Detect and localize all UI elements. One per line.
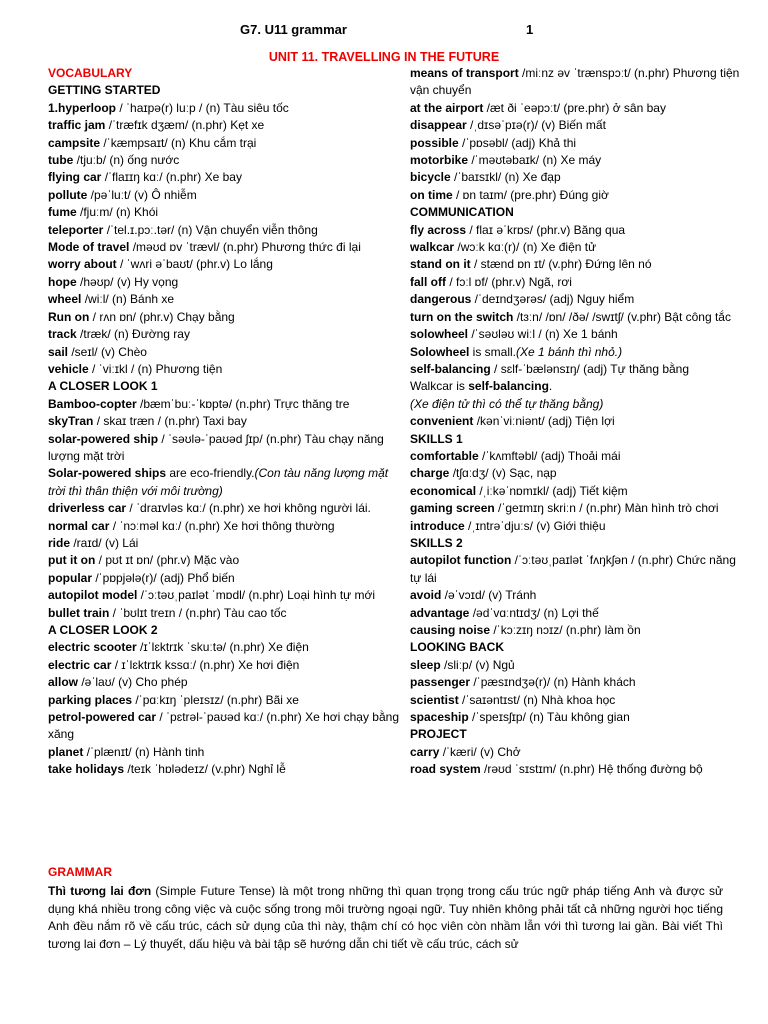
vocab-entry	[48, 552, 400, 569]
vocab-entry	[48, 152, 400, 169]
vocab-term: put it on	[48, 553, 96, 568]
vocab-entry	[48, 518, 400, 535]
vocab-term: passenger	[410, 675, 471, 690]
section-heading: A CLOSER LOOK 2	[48, 623, 158, 637]
vocab-entry	[48, 187, 400, 204]
vocab-term: advantage	[410, 605, 470, 620]
vocab-entry	[48, 117, 400, 134]
vocab-entry	[48, 413, 400, 430]
vocab-definition: /æt ði ˈeəpɔːt/ (pre.phr) ở sân bay	[483, 100, 666, 115]
vocab-entry	[410, 187, 740, 204]
vocab-definition: / ˈdraɪvləs kɑː/ (n.phr) xe hơi không người lái.	[126, 501, 371, 516]
vocab-definition: / skaɪ træn / (n.phr) Taxi bay	[93, 414, 247, 429]
vocabulary-right-column	[410, 65, 740, 779]
example-translation: (Xe điện tử thì có thể tự thăng bằng)	[410, 396, 604, 411]
vocab-definition: /wɔːk kɑː(r)/ (n) Xe điện tử	[454, 240, 597, 255]
vocab-definition: / ˈviːɪkl / (n) Phương tiện	[88, 361, 223, 376]
vocab-term: causing noise	[410, 623, 491, 637]
vocab-definition: / ˈsəʊlə-ˈpaʊəd ʃɪp/ (n.phr) Tàu chạy năng lượng mặt trời	[48, 431, 384, 463]
vocab-term: take holidays	[48, 762, 125, 777]
vocab-term: means of transport	[410, 66, 519, 80]
vocab-entry	[48, 274, 400, 291]
vocab-term: hope	[48, 274, 77, 289]
vocab-term: flying car	[48, 170, 102, 185]
vocab-term: introduce	[410, 518, 465, 533]
vocab-definition: /sliːp/ (v) Ngủ	[440, 657, 515, 672]
vocab-definition: /ˈtræfɪk dʒæm/ (n.phr) Kẹt xe	[105, 118, 265, 133]
vocab-definition: / ˈbʊlɪt treɪn / (n.phr) Tàu cao tốc	[109, 605, 287, 620]
grammar-term: Thì tương lai đơn	[48, 884, 152, 899]
example-sentence	[48, 465, 400, 500]
vocab-entry	[48, 361, 400, 378]
section-heading: SKILLS 1	[410, 431, 463, 446]
vocab-definition: /ˈsəʊləʊ wiːl / (n) Xe 1 bánh	[468, 327, 618, 342]
vocab-entry	[48, 535, 400, 552]
vocab-entry	[48, 222, 400, 239]
vocab-definition: /teɪk ˈhɒlədeɪz/ (v.phr) Nghỉ lễ	[124, 762, 286, 777]
vocab-entry	[410, 465, 740, 482]
section-heading: GETTING STARTED	[48, 83, 161, 98]
vocab-entry	[48, 344, 400, 361]
vocab-definition: /ˈkæri/ (v) Chở	[439, 744, 521, 759]
vocab-term: walkcar	[410, 240, 455, 255]
vocab-term: 1.hyperloop	[48, 100, 117, 115]
vocab-definition: /ˌdɪsəˈpɪə(r)/ (v) Biến mất	[466, 118, 606, 133]
vocab-term: Solar-powered ships	[48, 466, 167, 481]
vocab-definition: /ˈpɒsəbl/ (adj) Khả thi	[458, 135, 577, 150]
vocab-term: charge	[410, 466, 450, 481]
vocab-entry	[48, 639, 400, 656]
vocab-definition: /ˈkæmpsaɪt/ (n) Khu cắm trại	[100, 135, 257, 150]
vocab-definition: /træk/ (n) Đường ray	[76, 327, 190, 342]
vocab-definition: / ˈhaɪpə(r) luːp / (n) Tàu siêu tốc	[116, 100, 289, 115]
vocab-term: ride	[48, 535, 71, 550]
vocab-entry	[410, 692, 740, 709]
vocab-entry	[410, 500, 740, 517]
vocab-term: disappear	[410, 118, 467, 133]
vocab-entry	[48, 744, 400, 761]
vocab-term: popular	[48, 570, 92, 585]
vocab-definition: /tɜːn/ /ɒn/ /ðə/ /swɪtʃ/ (v.phr) Bật công tắc	[513, 309, 731, 324]
vocab-definition: /kənˈviːniənt/ (adj) Tiện lợi	[473, 414, 615, 429]
vocab-entry	[410, 413, 740, 430]
vocab-term: road system	[410, 762, 481, 777]
vocab-term: self-balancing	[468, 379, 549, 394]
vocab-term: autopilot model	[48, 588, 138, 603]
vocab-entry	[410, 326, 740, 343]
vocab-entry	[48, 431, 400, 466]
vocab-term: solar-powered ship	[48, 431, 159, 446]
vocab-entry	[48, 256, 400, 273]
vocab-definition: / ɒn taɪm/ (pre.phr) Đúng giờ	[452, 187, 609, 202]
vocab-entry	[410, 587, 740, 604]
example-sentence	[410, 344, 740, 361]
grammar-section	[48, 864, 723, 953]
vocab-entry	[410, 518, 740, 535]
vocab-definition: /tʃɑːdʒ/ (v) Sạc, nạp	[449, 466, 557, 481]
vocab-entry	[48, 761, 400, 778]
vocab-definition: /ˈpɒpjələ(r)/ (adj) Phổ biến	[92, 570, 235, 585]
vocab-definition: /wiːl/ (n) Bánh xe	[81, 292, 175, 307]
vocab-entry	[48, 135, 400, 152]
vocab-term: petrol-powered car	[48, 710, 157, 725]
vocab-definition: /ədˈvɑːntɪdʒ/ (n) Lợi thế	[469, 605, 599, 620]
sentence-part: .	[548, 379, 553, 394]
header-title: G7. U11 grammar	[240, 22, 347, 37]
vocab-term: stand on it	[410, 257, 471, 272]
vocab-term: campsite	[48, 135, 101, 150]
vocab-entry	[410, 152, 740, 169]
vocab-entry	[48, 587, 400, 604]
vocab-term: solowheel	[410, 327, 469, 342]
vocab-entry	[410, 657, 740, 674]
vocab-definition: /ˈplænɪt/ (n) Hành tinh	[83, 744, 205, 759]
grammar-text: (Simple Future Tense) là một trong những thì quan trọng trong cấu trúc ngữ pháp tiếng Anh và được sử dụng khá nhiều trong công việc và cuộc sống trong môi trường ngoại ngữ. Tuy nhiên không phải tất cả những người học tiếng Anh đều nắm rõ về cấu trúc, cách sử dụng của thì này, thậm chí có học viên còn nhầm lẫn với thì tương lai gần. Bài viết Thì tương lai đơn – Lý thuyết, dấu hiệu và bài tập sẽ hướng dẫn chi tiết về cấu trúc, cách sử	[48, 884, 723, 951]
vocab-term: vehicle	[48, 361, 89, 376]
vocab-entry	[410, 117, 740, 134]
section-heading: COMMUNICATION	[410, 205, 514, 220]
example-sentence	[410, 378, 740, 395]
vocab-term: fume	[48, 205, 77, 220]
vocab-definition: /ˈɔːtəʊˌpaɪlət ˈfʌŋkʃən / (n.phr) Chức năng tự lái	[410, 553, 736, 585]
section-heading: A CLOSER LOOK 1	[48, 379, 158, 394]
vocab-entry	[410, 709, 740, 726]
vocab-entry	[410, 761, 740, 778]
vocab-term: scientist	[410, 692, 459, 707]
vocab-definition: /əˈvɔɪd/ (v) Tránh	[441, 588, 537, 603]
vocab-term: spaceship	[410, 710, 469, 725]
vocab-definition: /ˈɡeɪmɪŋ skriːn / (n.phr) Màn hình trò chơi	[494, 501, 719, 516]
vocab-definition: /həʊp/ (v) Hy vọng	[76, 274, 179, 289]
vocab-definition: /ˈpɑːkɪŋ ˈpleɪsɪz/ (n.phr) Bãi xe	[132, 692, 299, 707]
vocab-entry	[410, 65, 740, 100]
vocab-term: autopilot function	[410, 553, 512, 568]
vocab-entry	[410, 448, 740, 465]
vocab-term: wheel	[48, 292, 82, 307]
section-heading: SKILLS 2	[410, 535, 463, 550]
vocab-term: sail	[48, 344, 69, 359]
vocab-term: dangerous	[410, 292, 472, 307]
vocab-term: carry	[410, 744, 440, 759]
vocab-entry	[410, 135, 740, 152]
vocab-definition: / rʌn ɒn/ (phr.v) Chạy bằng	[89, 309, 235, 324]
vocab-term: at the airport	[410, 100, 484, 115]
grammar-title: GRAMMAR	[48, 865, 112, 879]
vocab-term: Mode of travel	[48, 240, 130, 255]
vocab-entry	[48, 657, 400, 674]
vocab-term: fly across	[410, 222, 467, 237]
vocab-entry	[48, 169, 400, 186]
vocab-entry	[410, 169, 740, 186]
vocab-term: traffic jam	[48, 118, 106, 133]
vocab-entry	[410, 674, 740, 691]
grammar-paragraph	[48, 883, 723, 953]
section-heading: PROJECT	[410, 727, 467, 742]
vocab-entry	[410, 222, 740, 239]
vocab-definition: / ˈwʌri əˈbaʊt/ (phr.v) Lo lắng	[116, 257, 273, 272]
vocab-definition: /fjuːm/ (n) Khói	[76, 205, 159, 220]
vocab-term: motorbike	[410, 153, 469, 168]
vocab-term: Bamboo-copter	[48, 396, 137, 411]
vocab-entry	[48, 326, 400, 343]
vocab-term: bullet train	[48, 605, 110, 620]
vocab-entry	[48, 674, 400, 691]
vocab-entry	[410, 256, 740, 273]
vocab-term: skyTran	[48, 414, 94, 429]
vocab-term: fall off	[410, 274, 446, 289]
vocab-entry	[48, 309, 400, 326]
vocab-definition: /pəˈluːt/ (v) Ô nhiễm	[87, 187, 197, 202]
vocab-definition: is small.	[469, 344, 517, 359]
vocab-entry	[410, 744, 740, 761]
vocab-definition: /ˈsaɪəntɪst/ (n) Nhà khoa học	[458, 692, 616, 707]
vocab-entry	[48, 239, 400, 256]
vocab-definition: /tjuːb/ (n) ống nước	[73, 153, 180, 168]
vocab-definition: / ˈnɔːməl kɑː/ (n.phr) Xe hơi thông thường	[109, 518, 335, 533]
vocab-term: comfortable	[410, 448, 479, 463]
vocab-term: planet	[48, 744, 84, 759]
vocab-term: bicycle	[410, 170, 451, 185]
vocab-term: worry about	[48, 257, 117, 272]
vocab-definition: /ˈməʊtəbaɪk/ (n) Xe máy	[468, 153, 602, 168]
vocab-term: electric scooter	[48, 640, 137, 655]
vocab-entry	[410, 552, 740, 587]
vocab-definition: /ˈtel.ɪ.pɔː.tər/ (n) Vận chuyển viễn thông	[103, 222, 318, 237]
vocab-term: tube	[48, 153, 74, 168]
page-number: 1	[526, 22, 534, 37]
vocab-definition: /seɪl/ (v) Chèo	[68, 344, 147, 359]
vocab-entry	[48, 100, 400, 117]
vocab-entry	[410, 309, 740, 326]
vocab-definition: are eco-friendly.	[166, 466, 255, 481]
example-translation: (Con tàu năng lượng mặt trời thì thân thiện với môi trường)	[48, 466, 389, 498]
vocab-entry	[48, 709, 400, 744]
vocab-entry	[48, 570, 400, 587]
vocab-definition: /ˈbaɪsɪkl/ (n) Xe đạp	[450, 170, 561, 185]
vocab-definition: /ˈspeɪsʃɪp/ (n) Tàu không gian	[468, 710, 630, 725]
vocab-term: parking places	[48, 692, 133, 707]
vocab-term: turn on the switch	[410, 309, 514, 324]
vocab-entry	[48, 204, 400, 221]
vocab-term: allow	[48, 675, 79, 690]
vocab-term: economical	[410, 483, 477, 498]
vocab-definition: /ˈkʌmftəbl/ (adj) Thoải mái	[478, 448, 621, 463]
vocab-term: convenient	[410, 414, 474, 429]
example-translation: (Xe 1 bánh thì nhỏ.)	[516, 344, 623, 359]
vocab-entry	[410, 100, 740, 117]
vocab-term: driverless car	[48, 501, 127, 516]
section-heading: VOCABULARY	[48, 66, 133, 80]
vocab-entry	[410, 483, 740, 500]
vocab-definition: /raɪd/ (v) Lái	[70, 535, 139, 550]
vocab-definition: / pʊt ɪt ɒn/ (phr.v) Mặc vào	[95, 553, 240, 568]
vocab-entry	[48, 396, 400, 413]
vocab-definition: / ɪˈlɛktrɪk kssɑː/ (n.phr) Xe hơi điện	[111, 657, 300, 672]
vocab-entry	[410, 361, 740, 378]
vocab-definition: /məʊd ɒv ˈtrævl/ (n.phr) Phương thức đi lại	[129, 240, 361, 255]
vocab-definition: /ˈflaɪɪŋ kɑː/ (n.phr) Xe bay	[101, 170, 242, 185]
vocab-definition: / flaɪ əˈkrɒs/ (phr.v) Băng qua	[466, 222, 626, 237]
vocab-term: self-balancing	[410, 361, 491, 376]
vocab-term: teleporter	[48, 222, 104, 237]
vocab-term: Solowheel	[410, 344, 470, 359]
vocab-definition: /ɪˈlɛktrɪk ˈskuːtə/ (n.phr) Xe điện	[136, 640, 309, 655]
vocab-definition: /bæmˈbuː-ˈkɒptə/ (n.phr) Trực thăng tre	[136, 396, 350, 411]
vocab-term: on time	[410, 187, 453, 202]
vocab-definition: / stænd ɒn ɪt/ (v.phr) Đứng lên nó	[470, 257, 652, 272]
vocab-term: normal car	[48, 518, 110, 533]
vocab-definition: /ˈpæsɪndʒə(r)/ (n) Hành khách	[470, 675, 636, 690]
vocabulary-left-column	[48, 65, 400, 779]
vocab-entry	[410, 622, 740, 639]
vocab-definition: /miːnz əv ˈtrænspɔːt/ (n.phr) Phương tiện vận chuyển	[410, 66, 740, 98]
vocab-definition: / ˈpɛtrəl-ˈpaʊəd kɑː/ (n.phr) Xe hơi chạy bằng xăng	[48, 710, 400, 742]
vocab-term: sleep	[410, 657, 441, 672]
vocab-definition: /əˈlaʊ/ (v) Cho phép	[78, 675, 188, 690]
vocab-entry	[410, 605, 740, 622]
vocab-term: avoid	[410, 588, 442, 603]
vocab-term: gaming screen	[410, 501, 495, 516]
vocab-definition: /ˈɔːtəʊˌpaɪlət ˈmɒdl/ (n.phr) Loại hình tự mới	[137, 588, 376, 603]
unit-title: UNIT 11. TRAVELLING IN THE FUTURE	[268, 50, 500, 64]
vocab-entry	[410, 291, 740, 308]
vocab-term: track	[48, 327, 77, 342]
vocab-entry	[410, 274, 740, 291]
vocab-definition: / sɛlf-ˈbælənsɪŋ/ (adj) Tự thăng bằng	[490, 361, 690, 376]
vocab-definition: /ˌɪntrəˈdjuːs/ (v) Giới thiệu	[464, 518, 606, 533]
vocab-entry	[48, 605, 400, 622]
vocab-definition: /rəʊd ˈsɪstɪm/ (n.phr) Hệ thống đường bộ	[480, 762, 703, 777]
vocab-definition: /ˌiːkəˈnɒmɪkl/ (adj) Tiết kiệm	[476, 483, 628, 498]
vocab-entry	[48, 692, 400, 709]
vocab-entry	[410, 239, 740, 256]
vocab-term: Run on	[48, 309, 90, 324]
sentence-part: Walkcar is	[410, 379, 469, 394]
vocab-entry	[48, 500, 400, 517]
section-heading: LOOKING BACK	[410, 640, 504, 655]
vocab-term: pollute	[48, 187, 88, 202]
vocab-definition: / fɔːl ɒf/ (phr.v) Ngã, rơi	[446, 274, 572, 289]
vocab-term: electric car	[48, 657, 112, 672]
vocab-definition: /ˈdeɪndʒərəs/ (adj) Nguy hiểm	[471, 292, 635, 307]
vocab-definition: /ˈkɔːzɪŋ nɔɪz/ (n.phr) làm ồn	[490, 623, 641, 637]
vocab-term: possible	[410, 135, 459, 150]
vocab-entry	[48, 291, 400, 308]
